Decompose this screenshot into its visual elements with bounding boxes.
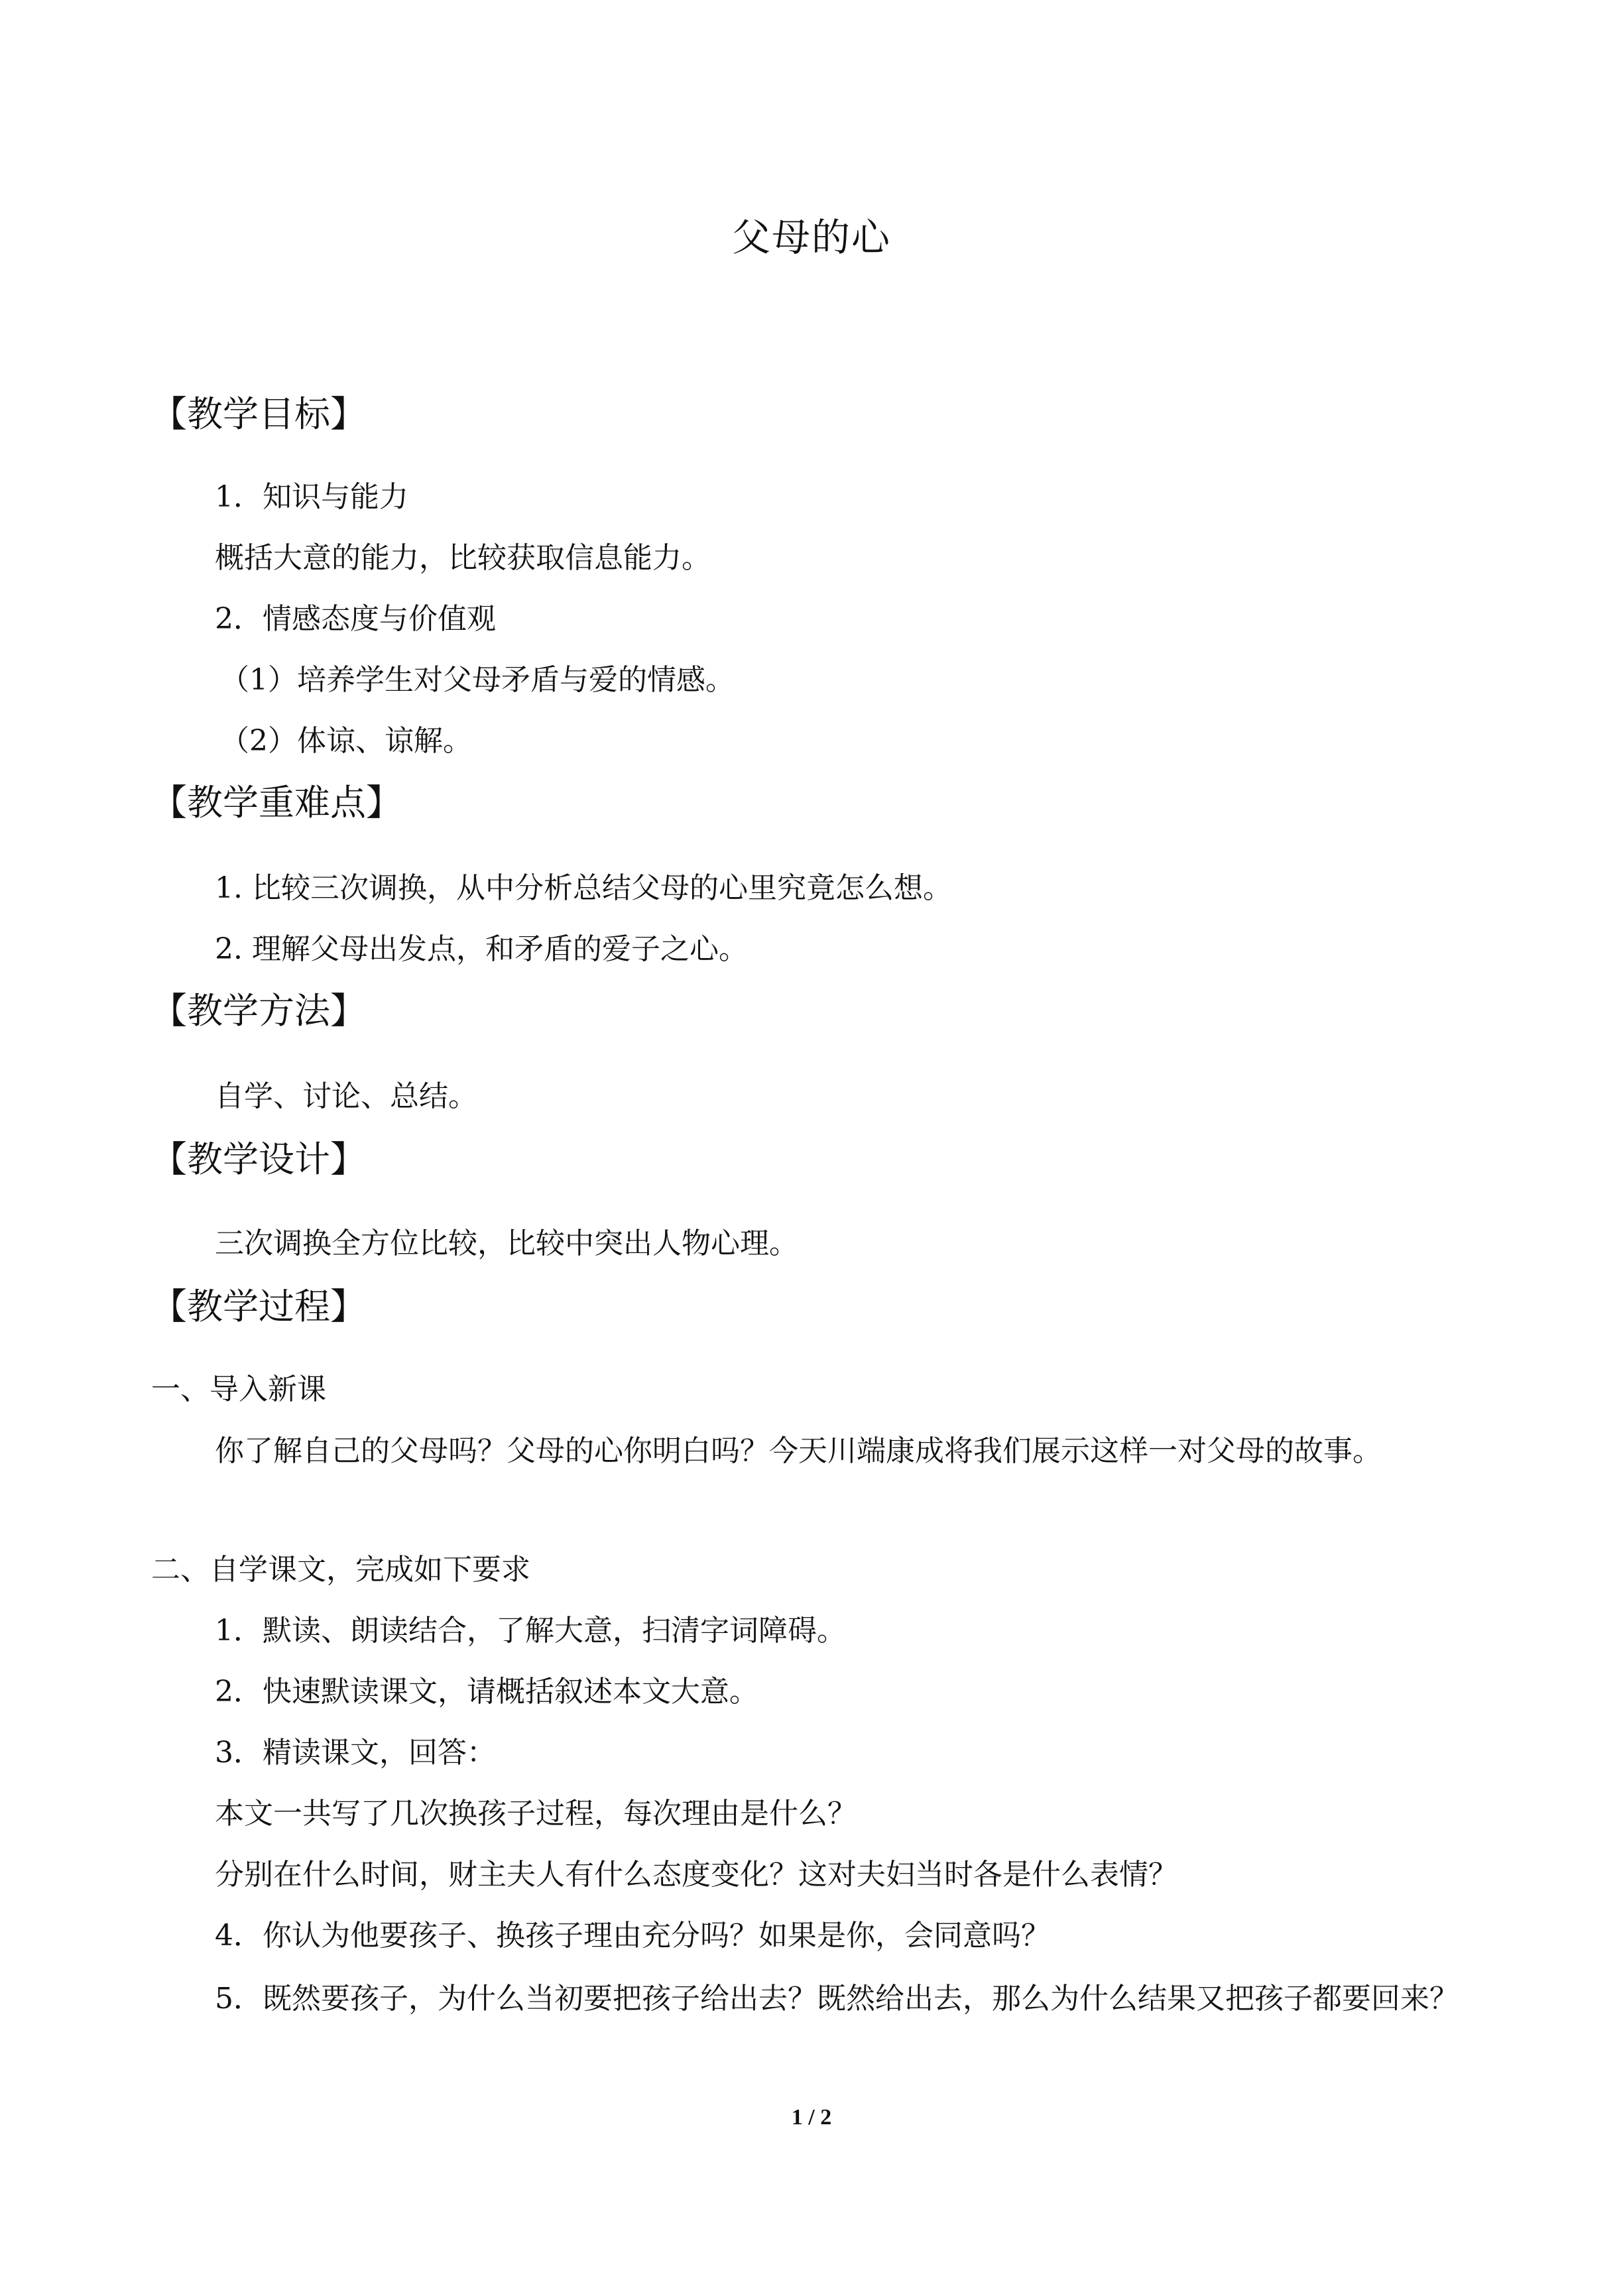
section-heading-methods: 【教学方法】	[151, 990, 366, 1032]
process-step-1: 1．默读、朗读结合，了解大意，扫清字词障碍。	[215, 1614, 846, 1648]
process-part-1-title: 一、导入新课	[151, 1372, 326, 1406]
page-number: 1 / 2	[791, 2105, 832, 2130]
process-part-2-title: 二、自学课文，完成如下要求	[151, 1553, 530, 1587]
process-step-2: 2．快速默读课文，请概括叙述本文大意。	[215, 1675, 758, 1709]
document-title: 父母的心	[731, 215, 891, 260]
process-step-5: 5．既然要孩子，为什么当初要把孩子给出去？既然给出去，那么为什么结果又把孩子都要回来？	[215, 1982, 1459, 2016]
process-step-3: 3．精读课文，回答：	[215, 1736, 496, 1770]
process-part-1-text: 你了解自己的父母吗？父母的心你明白吗？今天川端康成将我们展示这样一对父母的故事。	[215, 1434, 1382, 1468]
key-point-item-1: 1. 比较三次调换，从中分析总结父母的心里究竟怎么想。	[215, 871, 952, 905]
process-step-3-question-1: 本文一共写了几次换孩子过程，每次理由是什么？	[215, 1797, 857, 1831]
design-text: 三次调换全方位比较，比较中突出人物心理。	[215, 1227, 798, 1260]
process-step-3-question-2: 分别在什么时间，财主夫人有什么态度变化？这对夫妇当时各是什么表情？	[215, 1858, 1177, 1892]
process-step-4: 4．你认为他要孩子、换孩子理由充分吗？如果是你，会同意吗？	[215, 1919, 1050, 1953]
objective-item-2-sub-2: （2）体谅、谅解。	[220, 724, 472, 758]
objective-item-1-title: 1．知识与能力	[215, 480, 408, 514]
section-heading-design: 【教学设计】	[151, 1138, 366, 1180]
objective-item-1-text: 概括大意的能力，比较获取信息能力。	[215, 541, 711, 575]
objective-item-2-title: 2．情感态度与价值观	[215, 602, 496, 636]
section-heading-key-points: 【教学重难点】	[151, 782, 402, 823]
key-point-item-2: 2. 理解父母出发点，和矛盾的爱子之心。	[215, 932, 748, 966]
methods-text: 自学、讨论、总结。	[215, 1079, 477, 1113]
section-heading-process: 【教学过程】	[151, 1286, 366, 1327]
objective-item-2-sub-1: （1）培养学生对父母矛盾与爱的情感。	[220, 663, 735, 697]
section-heading-objectives: 【教学目标】	[151, 393, 366, 435]
